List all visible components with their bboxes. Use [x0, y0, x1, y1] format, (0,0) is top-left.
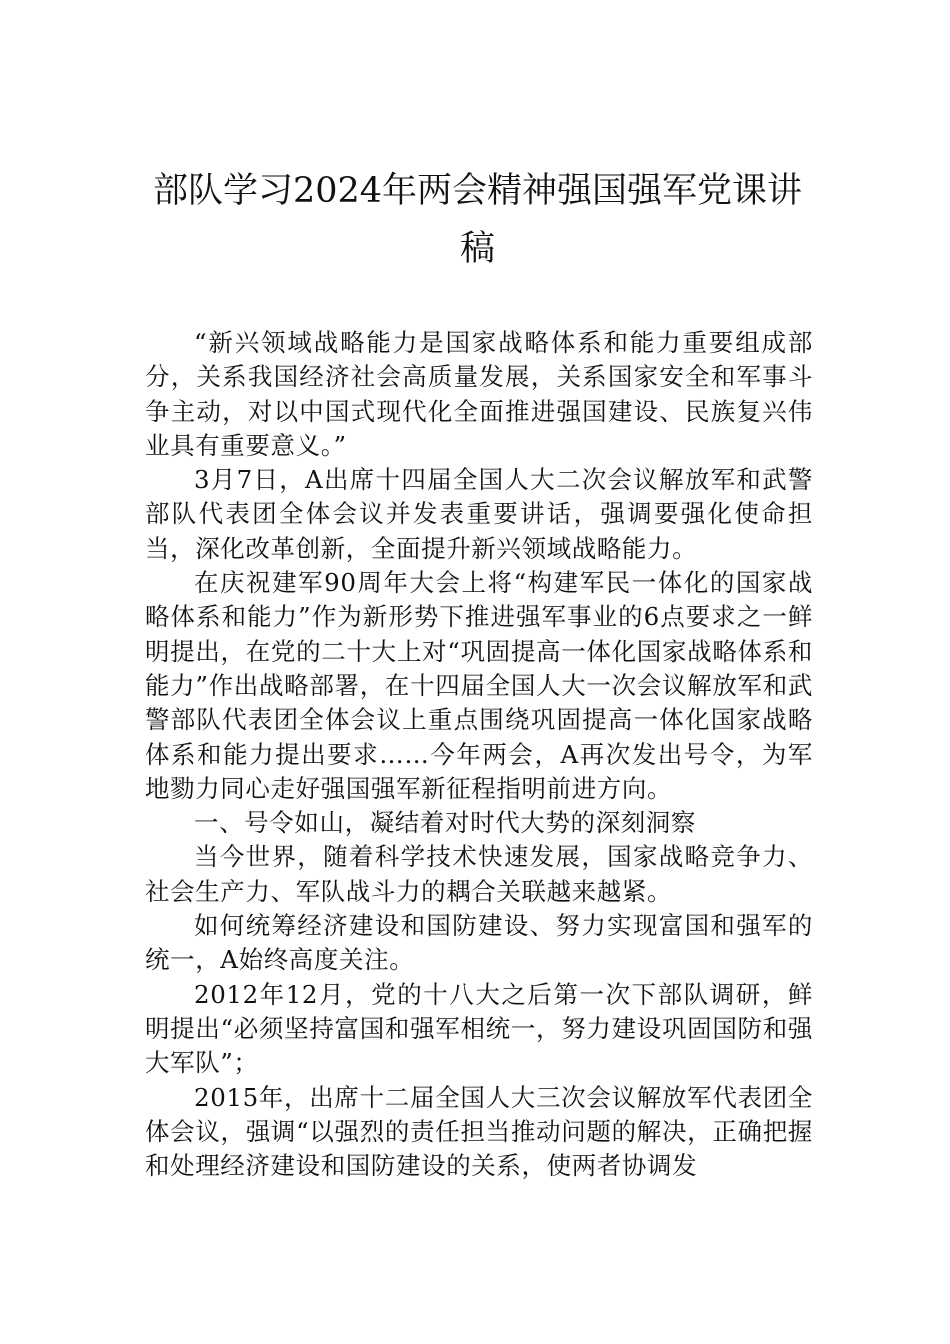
paragraph-world: 当今世界，随着科学技术快速发展，国家战略竞争力、社会生产力、军队战斗力的耦合关联越来越紧。: [145, 842, 813, 906]
document-body: [145, 326, 813, 1183]
paragraph-meeting: 3月7日，A出席十四届全国人大二次会议解放军和武警部队代表团全体会议并发表重要讲话，强调要强化使命担当，深化改革创新，全面提升新兴领域战略能力。: [145, 465, 813, 563]
paragraph-2015: 2015年，出席十二届全国人大三次会议解放军代表团全体会议，强调“以强烈的责任担当推动问题的解决，正确把握和处理经济建设和国防建设的关系，使两者协调发: [145, 1082, 813, 1181]
paragraph-history: 在庆祝建军90周年大会上将“构建军民一体化的国家战略体系和能力”作为新形势下推进强军事业的6点要求之一鲜明提出，在党的二十大上对“巩固提高一体化国家战略体系和能力”作出战略部署，在十四届全国人大一次会议解放军和武警部队代表团全体会议上重点围绕巩固提高一体化国家战略体系和能力提出要求……今年两会，A再次发出号令，为军地勠力同心走好强国强军新征程指明前进方向。: [145, 568, 813, 803]
document-title: 部队学习2024年两会精神强国强军党课讲稿: [152, 171, 803, 269]
paragraph-2012: 2012年12月，党的十八大之后第一次下部队调研，鲜明提出“必须坚持富国和强军相统一，努力建设巩固国防和强大军队”；: [145, 979, 813, 1078]
paragraph-coordination: 如何统筹经济建设和国防建设、努力实现富国和强军的统一，A始终高度关注。: [145, 911, 813, 975]
paragraph-quote: “新兴领域战略能力是国家战略体系和能力重要组成部分，关系我国经济社会高质量发展，关系国家安全和军事斗争主动，对以中国式现代化全面推进强国建设、民族复兴伟业具有重要意义。”: [145, 328, 813, 460]
section-heading-1: 一、号令如山，凝结着对时代大势的深刻洞察: [194, 808, 696, 838]
